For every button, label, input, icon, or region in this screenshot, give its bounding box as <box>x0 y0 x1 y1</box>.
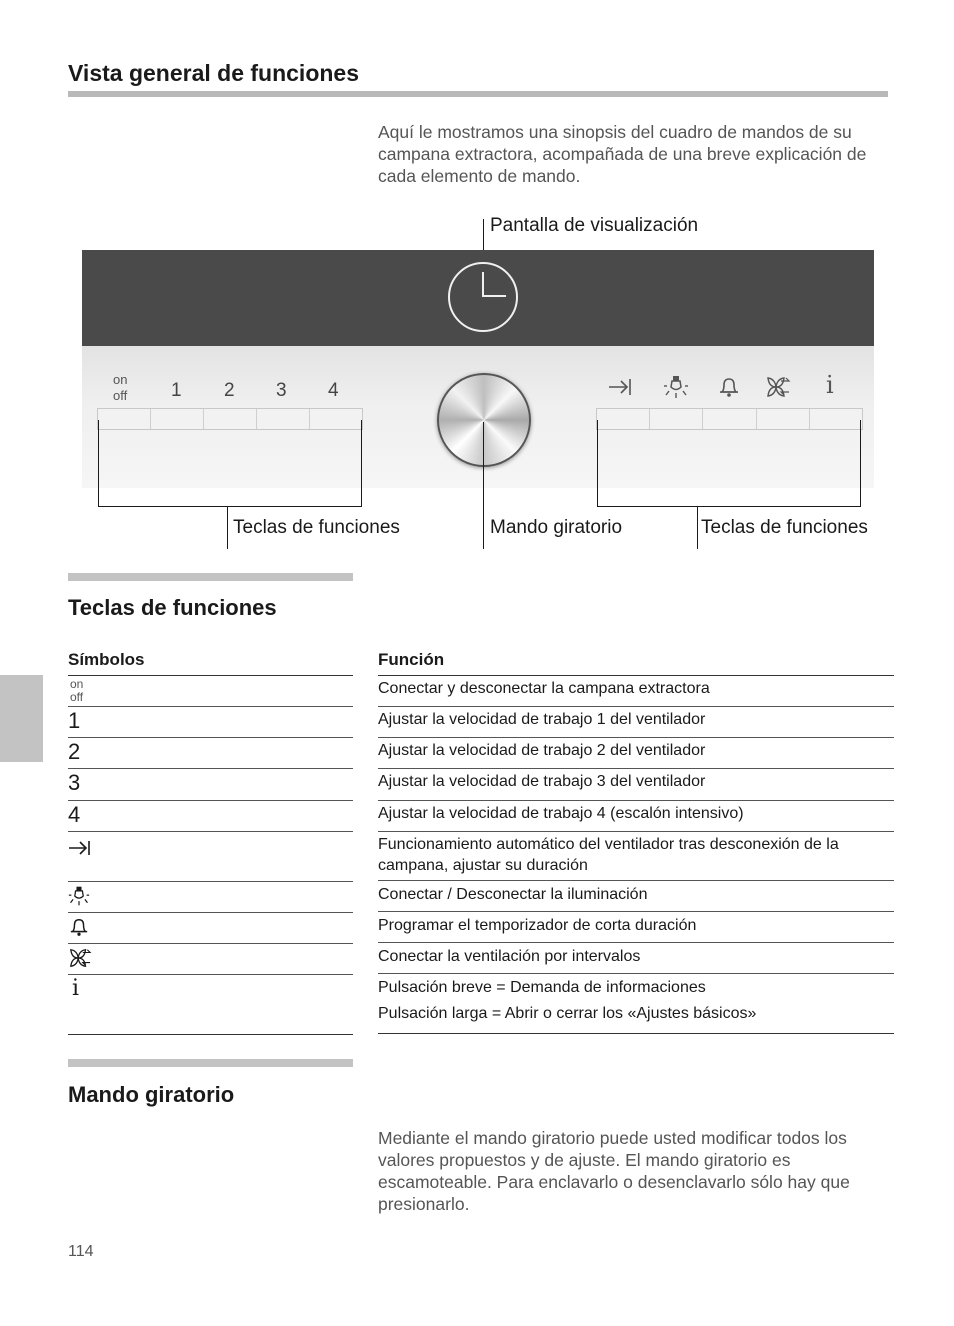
table-rule <box>68 912 353 913</box>
key-4-button[interactable] <box>310 409 362 429</box>
table-rule <box>68 881 353 882</box>
title-rule <box>68 91 888 97</box>
col-symbols-header: Símbolos <box>68 650 145 669</box>
table-rule <box>68 943 353 944</box>
table-rule <box>378 942 894 943</box>
table-row-symbol: 1 <box>68 708 81 733</box>
right-bracket-left <box>597 420 598 506</box>
table-row-symbol-onoff <box>70 678 83 703</box>
on-label: on <box>113 372 128 387</box>
key-3-label: 3 <box>276 380 287 401</box>
table-row-function-2: Pulsación larga = Abrir o cerrar los «Ajustes básicos» <box>378 1005 757 1022</box>
run-on-arrow-icon <box>607 376 633 398</box>
table-row-function: Conectar y desconectar la campana extractora <box>378 680 710 697</box>
info-icon: i <box>826 371 834 399</box>
table-row-function: Funcionamiento automático del ventilador tras desconexión de la campana, ajustar su duración <box>378 836 839 874</box>
clock-hand-hour <box>482 272 484 297</box>
section-bar-knob <box>68 1059 353 1067</box>
light-icon <box>663 374 689 400</box>
left-bracket-left <box>98 420 99 506</box>
bell-icon <box>717 376 741 398</box>
col-function-header: Función <box>378 650 445 669</box>
left-bracket-bottom <box>98 506 362 507</box>
key-light-button[interactable] <box>650 409 703 429</box>
table-rule <box>68 800 353 801</box>
key-2-button[interactable] <box>204 409 257 429</box>
intro-text: Aquí le mostramos una sinopsis del cuadro de mandos de su campana extractora, acompañada de una breve explicación de cada elemento de mando. <box>378 122 867 186</box>
table-rule <box>68 831 353 832</box>
section-heading-knob: Mando giratorio <box>68 1082 235 1107</box>
table-rule <box>68 706 353 707</box>
display-label: Pantalla de visualización <box>490 215 699 236</box>
page-number: 114 <box>68 1243 94 1260</box>
table-row-function: Pulsación breve = Demanda de informaciones <box>378 979 706 996</box>
fan-interval-icon <box>68 947 92 969</box>
table-row-function: Ajustar la velocidad de trabajo 1 del ventilador <box>378 711 706 728</box>
table-rule <box>378 675 894 676</box>
table-rule <box>378 1033 894 1034</box>
display-leader <box>483 219 484 251</box>
table-row-symbol: 2 <box>68 739 81 764</box>
table-rule <box>378 831 894 832</box>
table-row-function: Conectar la ventilación por intervalos <box>378 948 641 965</box>
table-row-function: Programar el temporizador de corta duración <box>378 917 697 934</box>
table-row-function: Ajustar la velocidad de trabajo 4 (escalón intensivo) <box>378 805 744 822</box>
key-4-label: 4 <box>328 380 339 401</box>
page-title: Vista general de funciones <box>68 60 360 86</box>
table-rule <box>378 737 894 738</box>
left-bracket-right <box>361 420 362 506</box>
knob-leader <box>483 422 484 549</box>
rotary-knob[interactable] <box>437 373 531 467</box>
table-row-function: Conectar / Desconectar la iluminación <box>378 886 648 903</box>
table-rule <box>68 768 353 769</box>
side-tab <box>0 675 43 762</box>
left-key-strip <box>97 408 363 430</box>
key-onoff-label <box>113 373 127 402</box>
table-rule <box>378 800 894 801</box>
table-rule <box>68 737 353 738</box>
key-1-label: 1 <box>171 380 182 401</box>
key-onoff-button[interactable] <box>98 409 151 429</box>
on-label: on <box>70 677 84 691</box>
key-info-button[interactable] <box>810 409 862 429</box>
table-rule <box>378 768 894 769</box>
table-row-function: Ajustar la velocidad de trabajo 3 del ventilador <box>378 773 706 790</box>
off-label: off <box>113 388 128 403</box>
light-icon <box>68 884 90 908</box>
key-timer-button[interactable] <box>703 409 756 429</box>
off-label: off <box>70 690 84 704</box>
key-2-label: 2 <box>224 380 235 401</box>
table-row-function: Ajustar la velocidad de trabajo 2 del ventilador <box>378 742 706 759</box>
table-rule <box>68 675 353 676</box>
clock-hand-minute <box>482 295 506 297</box>
key-3-button[interactable] <box>257 409 310 429</box>
left-keys-label: Teclas de funciones <box>233 517 400 538</box>
table-rule <box>378 706 894 707</box>
table-rule <box>378 911 894 912</box>
table-rule <box>378 880 894 881</box>
table-rule <box>68 974 353 975</box>
info-icon: i <box>72 976 80 1001</box>
key-run-on-button[interactable] <box>597 409 650 429</box>
section-bar-keys <box>68 573 353 581</box>
run-on-arrow-icon <box>68 838 92 858</box>
key-interval-button[interactable] <box>757 409 810 429</box>
bell-icon <box>68 917 90 937</box>
section-heading-keys: Teclas de funciones <box>68 595 277 620</box>
table-row-symbol: 3 <box>68 770 81 795</box>
left-keys-leader <box>227 506 228 549</box>
right-bracket-right <box>860 420 861 506</box>
table-rule <box>68 1034 353 1035</box>
right-keys-leader <box>697 506 698 549</box>
key-1-button[interactable] <box>151 409 204 429</box>
table-rule <box>378 973 894 974</box>
knob-description: Mediante el mando giratorio puede usted modificar todos los valores propuestos y de ajuste. El mando giratorio es escamoteable. Para enclavarlo o desenclavarlo sólo hay que presionarlo. <box>378 1128 850 1214</box>
table-row-symbol: 4 <box>68 802 81 827</box>
fan-interval-icon <box>765 375 791 399</box>
right-bracket-bottom <box>597 506 861 507</box>
knob-label: Mando giratorio <box>490 517 623 538</box>
right-keys-label: Teclas de funciones <box>701 517 868 538</box>
right-key-strip <box>596 408 863 430</box>
